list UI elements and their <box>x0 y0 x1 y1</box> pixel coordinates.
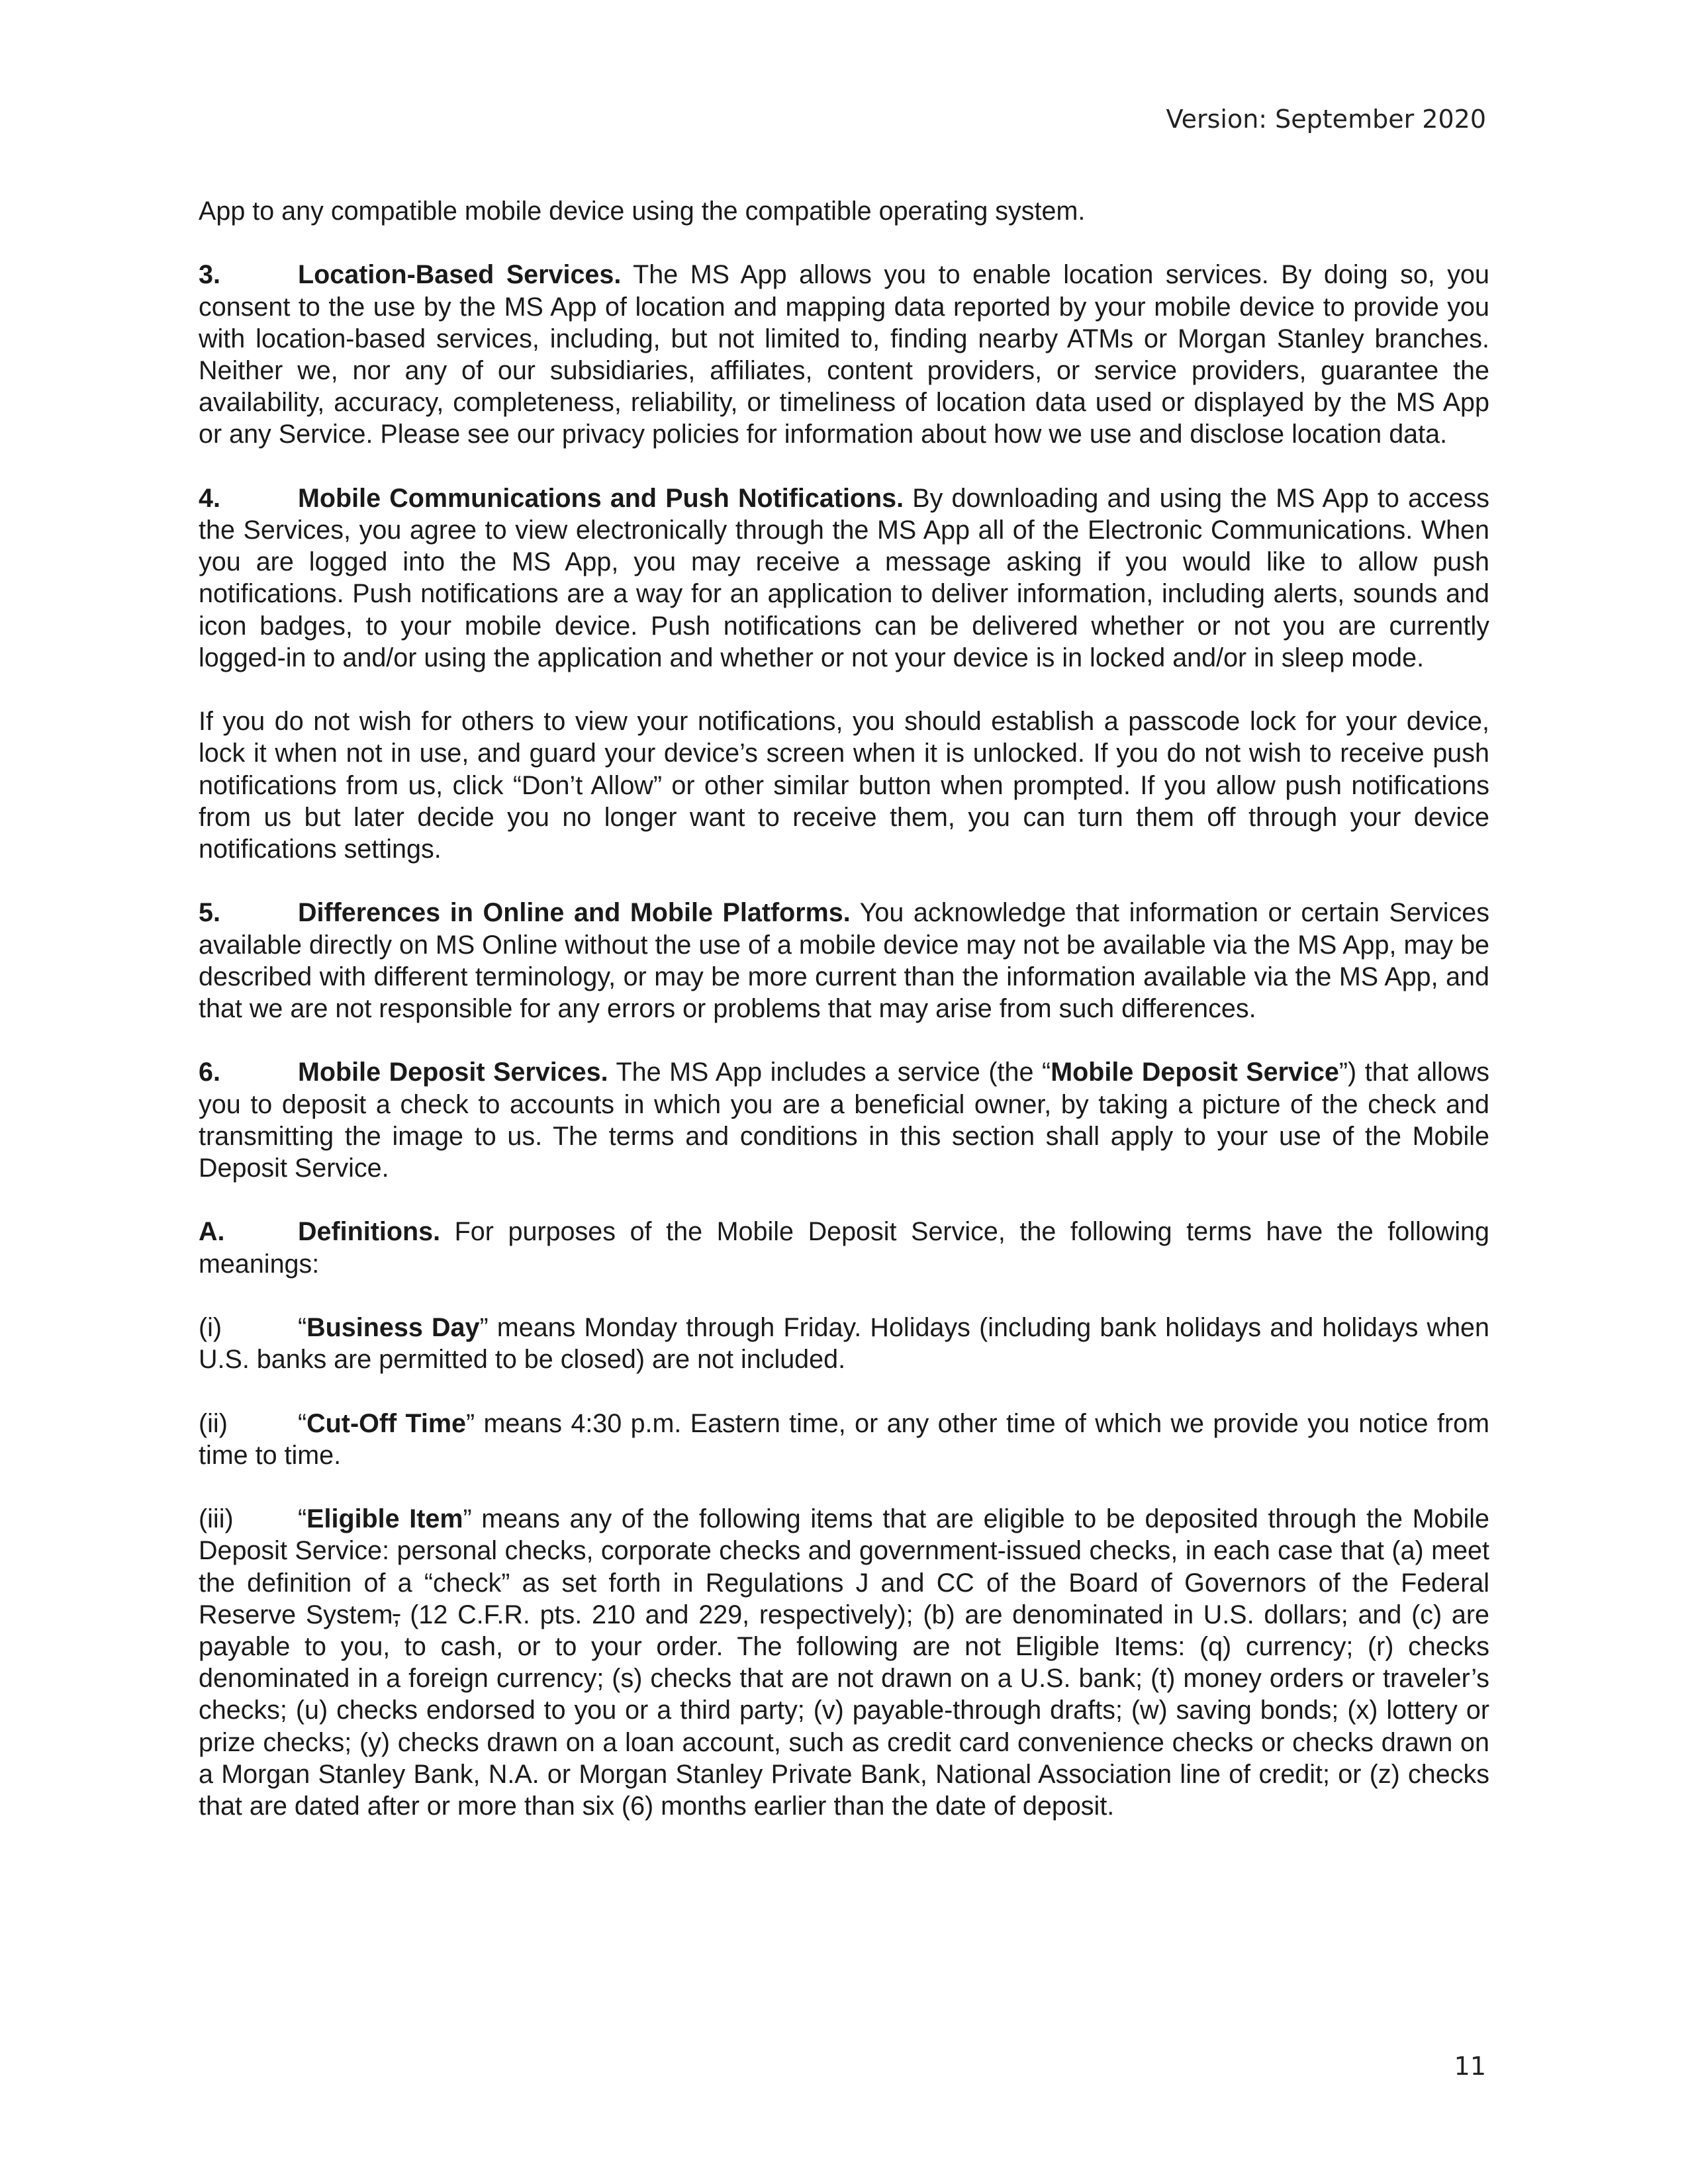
definition-text: (12 C.F.R. pts. 210 and 229, respectively); (b) are denominated in U.S. dollars; and (c) are payable to you, to cash, or to your order. The following are not Eligible Items: (q) currency; (r) checks denominated in a foreign currency; (s) checks that are not drawn on a U.S. bank; (t) money orders or traveler’s checks; (u) checks endorsed to you or a third party; (v) payable-through drafts; (w) saving bonds; (x) lottery or prize checks; (y) checks drawn on a loan account, such as credit card convenience checks or checks drawn on a Morgan Stanley Bank, N.A. or Morgan Stanley Private Bank, National Association line of credit; or (z) checks that are dated after or more than six (6) months earlier than the date of deposit. <box>199 1600 1489 1821</box>
section-number: A. <box>199 1217 225 1247</box>
section-location-based-services <box>199 259 1489 450</box>
definition-text: ” means any of the following items that are eligible to be deposited through the Mobile Deposit Service: personal checks, corporate checks and government-issued checks, in each case that (a) meet the definition of a “check” as set forth in Regulations J and CC of the Board of Governors of the Federal Reserve System <box>199 1504 1489 1629</box>
version-label: Version: September 2020 <box>1166 105 1486 134</box>
item-number: (i) <box>199 1313 222 1342</box>
definition-eligible-item <box>199 1503 1489 1822</box>
section-text: The MS App includes a service (the “ <box>608 1058 1051 1087</box>
section-mobile-communications <box>199 482 1489 674</box>
paragraph-notifications-privacy <box>199 705 1489 865</box>
section-text: The MS App allows you to enable location services. By doing so, you consent to the use by the MS App of location and mapping data reported by your mobile device to provide you with location-based services, including, but not limited to, finding nearby ATMs or Morgan Stanley branches. Neither we, nor any of our subsidiaries, affiliates, content providers, or service providers, guarantee the availability, accuracy, completeness, reliability, or timeliness of location data used or displayed by the MS App or any Service. Please see our privacy policies for information about how we use and disclose location data. <box>199 260 1489 449</box>
section-mobile-deposit-services <box>199 1056 1489 1184</box>
section-title: Location-Based Services. <box>298 260 622 290</box>
definition-text: ” means Monday through Friday. Holidays (including bank holidays and holidays when U.S. banks are permitted to be closed) are not included. <box>199 1313 1489 1375</box>
section-title: Differences in Online and Mobile Platforms. <box>298 898 851 928</box>
definition-text: ” means 4:30 p.m. Eastern time, or any other time of which we provide you notice from time to time. <box>199 1408 1489 1470</box>
section-number: 6. <box>199 1058 220 1087</box>
section-number: 5. <box>199 898 220 928</box>
item-number: (ii) <box>199 1408 228 1438</box>
subsection-definitions <box>199 1216 1489 1279</box>
definition-cut-off-time <box>199 1408 1489 1471</box>
section-number: 4. <box>199 483 220 513</box>
section-text: For purposes of the Mobile Deposit Service, the following terms have the following meanings: <box>199 1217 1489 1279</box>
defined-term: Mobile Deposit Service <box>1051 1058 1339 1087</box>
quote-mark: “ <box>298 1313 307 1342</box>
page-number: 11 <box>1454 2052 1486 2081</box>
section-text: By downloading and using the MS App to access the Services, you agree to view electronically through the MS App all of the Electronic Communications. When you are logged into the MS App, you may receive a message asking if you would like to allow push notifications. Push notifications are a way for an application to deliver information, including alerts, sounds and icon badges, to your mobile device. Push notifications can be delivered whether or not you are currently logged-in to and/or using the application and whether or not your device is in locked and/or in sleep mode. <box>199 483 1489 672</box>
defined-term: Cut-Off Time <box>306 1408 466 1438</box>
section-text: You acknowledge that information or certain Services available directly on MS Online without the use of a mobile device may not be available via the MS App, may be described with different terminology, or may be more current than the information available via the MS App, and that we are not responsible for any errors or problems that may arise from such differences. <box>199 898 1490 1024</box>
struck-text: , <box>393 1600 400 1629</box>
paragraph-continuation <box>199 195 1489 227</box>
section-title: Mobile Communications and Push Notifications. <box>298 483 904 513</box>
defined-term: Eligible Item <box>306 1504 463 1534</box>
defined-term: Business Day <box>306 1313 480 1342</box>
section-number: 3. <box>199 260 220 290</box>
section-title: Definitions. <box>298 1217 441 1247</box>
section-title: Mobile Deposit Services. <box>298 1058 608 1087</box>
item-number: (iii) <box>199 1504 234 1534</box>
quote-mark: “ <box>298 1504 307 1534</box>
quote-mark: “ <box>298 1408 307 1438</box>
section-text: ”) that allows you to deposit a check to accounts in which you are a beneficial owner, by taking a picture of the check and transmitting the image to us. The terms and conditions in this section shall apply to your use of the Mobile Deposit Service. <box>199 1058 1489 1183</box>
definition-business-day <box>199 1312 1489 1375</box>
section-differences-platforms <box>199 897 1489 1024</box>
paragraph-text: App to any compatible mobile device using the compatible operating system. <box>199 197 1086 226</box>
paragraph-text: If you do not wish for others to view your notifications, you should establish a passcode lock for your device, lock it when not in use, and guard your device’s screen when it is unlocked. If you do not wish to receive push notifications from us, click “Don’t Allow” or other similar button when prompted. If you allow push notifications from us but later decide you no longer want to receive them, you can turn them off through your device notifications settings. <box>199 707 1489 864</box>
document-body <box>199 195 1489 1854</box>
